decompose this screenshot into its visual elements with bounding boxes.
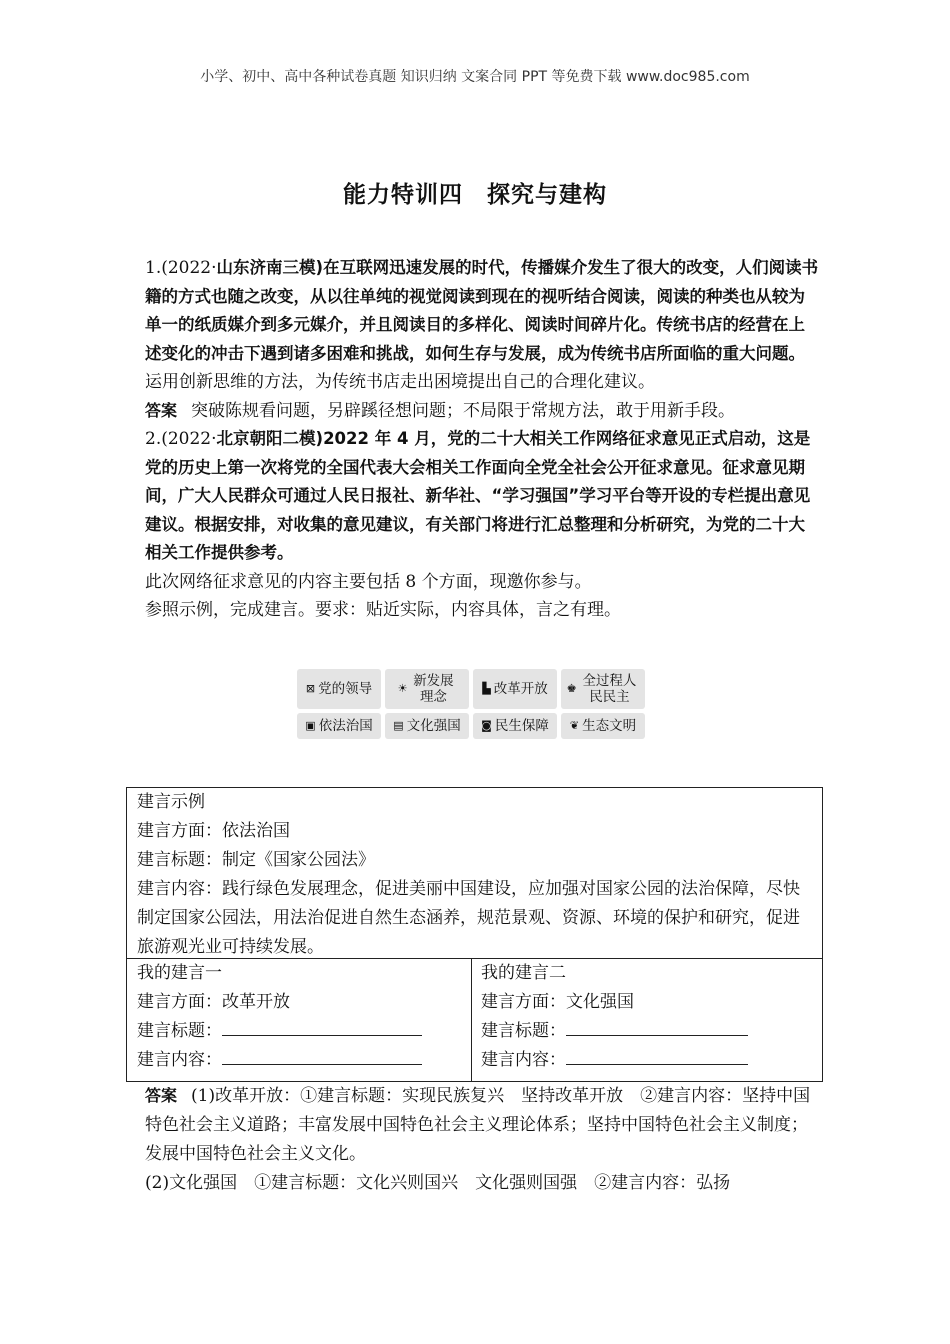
chip-label: 新发展理念 — [413, 673, 454, 705]
chip-label: 依法治国 — [318, 718, 373, 734]
leaf-icon: ❦ — [569, 719, 580, 732]
q2-material — [145, 425, 820, 568]
page-title: 能力特训四 探究与建构 — [343, 182, 607, 208]
q2-answer-p1-text: (1)改革开放：①建言标题：实现民族复兴 坚持改革开放 ②建言内容：坚持中国特色社会主义道路；丰富发展中国特色社会主义理论体系；坚持中国特色社会主义制度；发展中国特色社会主义文化。 — [145, 1086, 811, 1164]
law-book-icon: ▣ — [305, 719, 316, 732]
q1-task: 运用创新思维的方法，为传统书店走出困境提出自己的合理化建议。 — [145, 372, 655, 392]
q2-line1: 此次网络征求意见的内容主要包括 8 个方面，现邀你参与。 — [145, 571, 592, 592]
chip-ecology — [561, 713, 645, 739]
party-icon: ⊠ — [305, 682, 316, 695]
example-aspect: 建言方面：依法治国 — [137, 821, 290, 841]
chip-cultural-power — [385, 713, 469, 739]
q2-source: 2.(2022· — [145, 429, 217, 449]
left-title-blank[interactable] — [222, 1017, 422, 1036]
chip-label: 全过程人民民主 — [582, 673, 637, 705]
example-content: 建言内容：践行绿色发展理念，促进美丽中国建设，应加强对国家公园的法治保障，尽快制定国家公园法，用法治促进自然生态涵养，规范景观、资源、环境的保护和研究，促进旅游观光业可持续发展。 — [137, 879, 800, 957]
chip-reform-opening — [473, 669, 557, 709]
right-title-blank[interactable] — [566, 1017, 748, 1036]
chip-rule-of-law — [297, 713, 381, 739]
people-icon: ♚ — [566, 682, 577, 695]
q2-answer-p1 — [145, 1081, 820, 1169]
left-content-row — [137, 1046, 467, 1075]
right-content-row — [481, 1046, 811, 1075]
chip-label: 改革开放 — [493, 681, 548, 697]
chip-label: 文化强国 — [406, 718, 461, 734]
open-book-icon: ▤ — [393, 719, 404, 732]
left-title-label: 建言标题： — [137, 1021, 222, 1041]
my-suggestion-two — [481, 959, 811, 1075]
shield-icon: ◙ — [481, 719, 492, 732]
q1-answer-text: 突破陈规看问题，另辟蹊径想问题；不局限于常规方法，敢于用新手段。 — [191, 400, 736, 421]
q1-material-text: 山东济南三模)在互联网迅速发展的时代，传播媒介发生了很大的改变，人们阅读书籍的方式也随之改变，从以往单纯的视觉阅读到现在的视听结合阅读，阅读的种类也从较为单一的纸质媒介到多元媒介，并且阅读目的多样化、阅读时间碎片化。传统书店的经营在上述变化的冲击下遇到诸多困难和挑战，如何生存与发展，成为传统书店所面临的重大问题。 — [145, 258, 819, 363]
answer-label: 答案 — [145, 1086, 178, 1105]
chip-party-leadership — [297, 669, 381, 709]
suggestion-table — [126, 787, 823, 1082]
chip-livelihood — [473, 713, 557, 739]
right-aspect: 建言方面：文化强国 — [481, 992, 634, 1012]
left-title-row — [137, 1017, 467, 1046]
chip-development-concept — [385, 669, 469, 709]
left-aspect: 建言方面：改革开放 — [137, 992, 290, 1012]
q1-source: 1.(2022· — [145, 258, 217, 278]
questions — [145, 254, 820, 625]
chip-whole-process-democracy — [561, 669, 645, 709]
right-content-label: 建言内容： — [481, 1050, 566, 1070]
chip-label: 党的领导 — [318, 681, 373, 697]
left-head: 我的建言一 — [137, 963, 222, 983]
q2-line2: 参照示例，完成建言。要求：贴近实际，内容具体，言之有理。 — [145, 600, 621, 620]
q2-answer-p2: (2)文化强国 ①建言标题：文化兴则国兴 文化强则国强 ②建言内容：弘扬 — [145, 1173, 731, 1193]
sun-icon: ☀ — [397, 682, 408, 695]
left-content-blank[interactable] — [222, 1046, 422, 1065]
example-title: 建言标题：制定《国家公园法》 — [137, 850, 375, 870]
right-content-blank[interactable] — [566, 1046, 748, 1065]
table-column-divider — [471, 958, 472, 1081]
chip-label: 民生保障 — [494, 718, 549, 734]
site-banner[interactable]: 小学、初中、高中各种试卷真题 知识归纳 文案合同 PPT 等免费下载 www.doc985.com — [200, 69, 750, 85]
chip-label: 生态文明 — [582, 718, 637, 734]
right-head: 我的建言二 — [481, 963, 566, 983]
example-head: 建言示例 — [137, 792, 205, 812]
aspect-chips — [297, 669, 657, 739]
right-title-label: 建言标题： — [481, 1021, 566, 1041]
q1-answer — [145, 397, 820, 426]
my-suggestion-one — [137, 959, 467, 1075]
right-title-row — [481, 1017, 811, 1046]
left-content-label: 建言内容： — [137, 1050, 222, 1070]
example-cell — [137, 788, 812, 962]
answer-label: 答案 — [145, 400, 178, 420]
q2-material-text: 北京朝阳二模)2022 年 4 月，党的二十大相关工作网络征求意见正式启动，这是党的历史上第一次将党的全国代表大会相关工作面向全党全社会公开征求意见。征求意见期间，广大人民群众可通过人民日报社、新华社、“学习强国”学习平台等开设的专栏提出意见建议。根据安排，对收集的意见建议，有关部门将进行汇总整理和分析研究，为党的二十大相关工作提供参考。 — [145, 429, 811, 562]
q1-material — [145, 254, 820, 368]
factory-icon: ▙ — [482, 682, 491, 695]
q2-answer — [145, 1081, 820, 1198]
